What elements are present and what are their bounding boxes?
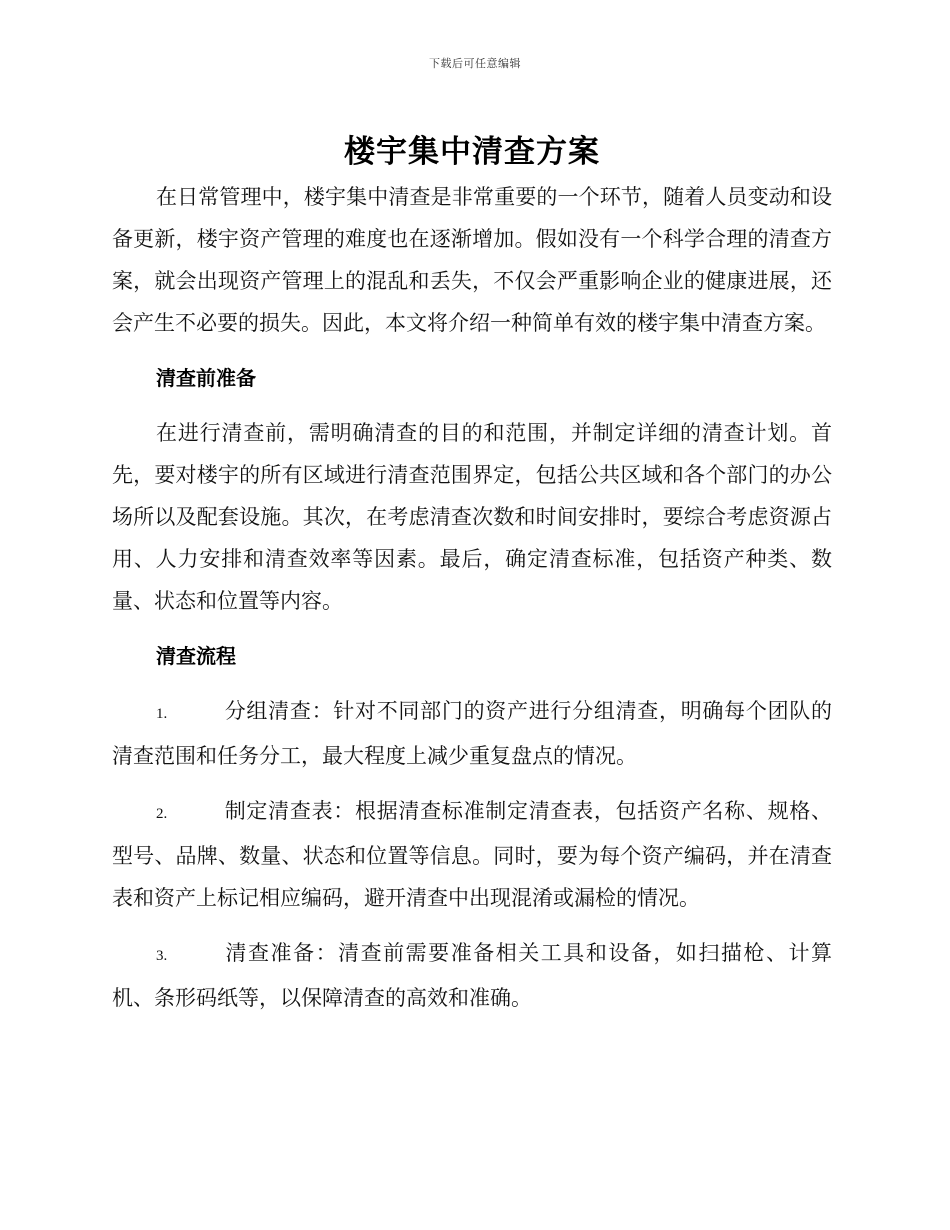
list-item-text: 清查准备：清查前需要准备相关工具和设备，如扫描枪、计算机、条形码纸等，以保障清查的高效和准确。: [112, 941, 832, 1010]
list-item-number: 1.: [156, 706, 168, 722]
section-heading-process: 清查流程: [156, 644, 236, 668]
document-body: [112, 128, 832, 1032]
list-item: [112, 690, 832, 777]
list-item: [112, 932, 832, 1019]
list-item: [112, 790, 832, 919]
preparation-paragraph: 在进行清查前，需明确清查的目的和范围，并制定详细的清查计划。首先，要对楼宇的所有区域进行清查范围界定，包括公共区域和各个部门的办公场所以及配套设施。其次，在考虑清查次数和时间安排时，要综合考虑资源占用、人力安排和清查效率等因素。最后，确定清查标准，包括资产种类、数量、状态和位置等内容。: [112, 421, 832, 613]
process-list: [112, 690, 832, 1019]
list-item-number: 3.: [156, 948, 168, 964]
list-item-number: 2.: [156, 806, 168, 822]
intro-paragraph: 在日常管理中，楼宇集中清查是非常重要的一个环节，随着人员变动和设备更新，楼宇资产管理的难度也在逐渐增加。假如没有一个科学合理的清查方案，就会出现资产管理上的混乱和丢失，不仅会严重影响企业的健康进展，还会产生不必要的损失。因此，本文将介绍一种简单有效的楼宇集中清查方案。: [112, 185, 832, 335]
list-item-text: 分组清查：针对不同部门的资产进行分组清查，明确每个团队的清查范围和任务分工，最大程度上减少重复盘点的情况。: [112, 699, 832, 768]
section-heading-preparation: 清查前准备: [156, 366, 256, 390]
document-title: 楼宇集中清查方案: [344, 134, 600, 170]
header-note: 下载后可任意编辑: [429, 57, 521, 70]
list-item-text: 制定清查表：根据清查标准制定清查表，包括资产名称、规格、型号、品牌、数量、状态和位置等信息。同时，要为每个资产编码，并在清查表和资产上标记相应编码，避开清查中出现混淆或漏检的情况。: [112, 799, 832, 910]
